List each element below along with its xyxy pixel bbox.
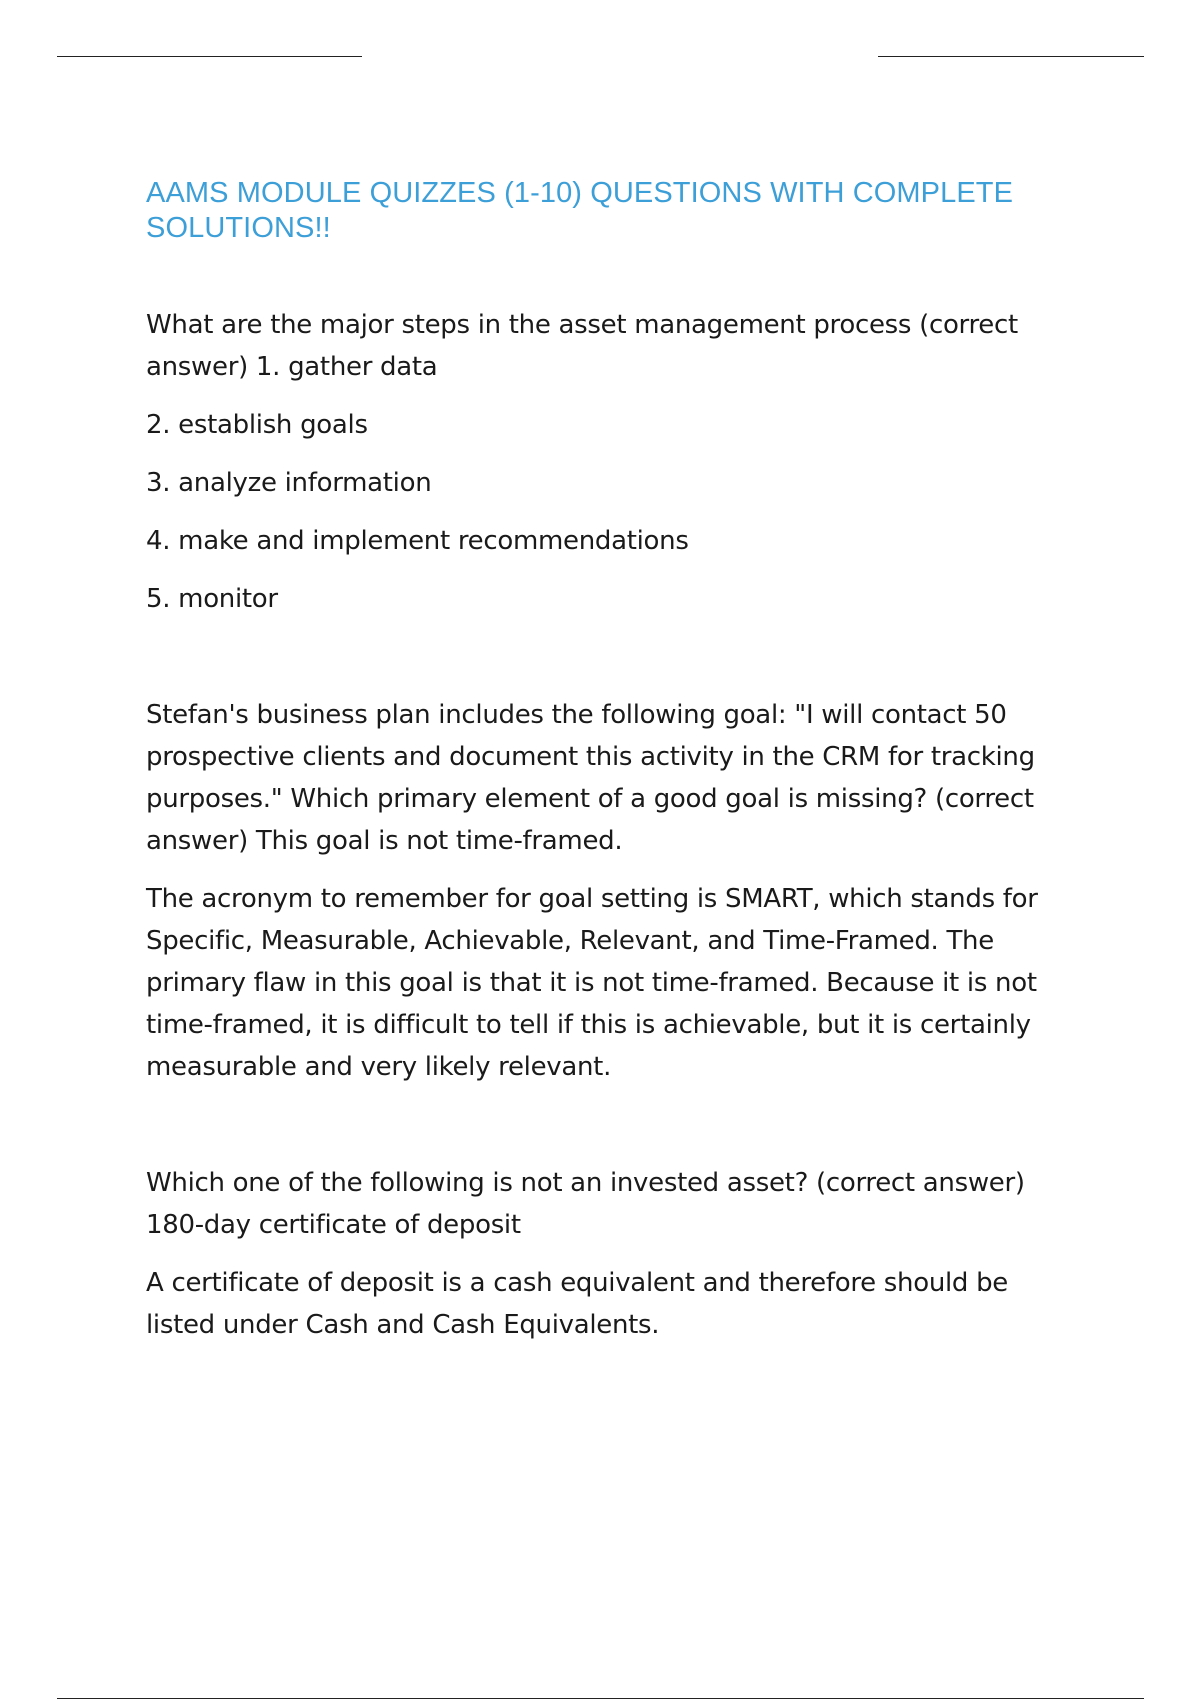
section-spacer: [146, 636, 1066, 694]
footer-rule: [57, 1698, 1144, 1699]
question-block-1: [146, 304, 1066, 620]
question-text: Which one of the following is not an invested asset? (correct answer) 180-day certificate of deposit: [146, 1168, 1025, 1240]
answer-step: 4. make and implement recommendations: [146, 526, 689, 556]
question-block-3: [146, 1162, 1066, 1346]
header-rule-right: [878, 56, 1144, 57]
explanation-text: The acronym to remember for goal setting is SMART, which stands for Specific, Measurable, Achievable, Relevant, and Time-Framed. The primary flaw in this goal is that it is not time-framed. Because it is not time-framed, it is difficult to tell if this is achievable, but it is certainly measurable and very likely relevant.: [146, 884, 1038, 1082]
answer-step: 5. monitor: [146, 584, 278, 614]
answer-step: 2. establish goals: [146, 410, 368, 440]
answer-step: 3. analyze information: [146, 468, 432, 498]
document-body: [146, 176, 1066, 1362]
question-block-2: [146, 694, 1066, 1088]
question-text: What are the major steps in the asset management process (correct answer) 1. gather data: [146, 310, 1018, 382]
document-title: AAMS MODULE QUIZZES (1-10) QUESTIONS WITH COMPLETE SOLUTIONS!!: [146, 177, 1014, 244]
question-text: Stefan's business plan includes the following goal: "I will contact 50 prospective clients and document this activity in the CRM for tracking purposes." Which primary element of a good goal is missing? (correct answer) This goal is not time-framed.: [146, 700, 1035, 856]
explanation-text: A certificate of deposit is a cash equivalent and therefore should be listed under Cash and Cash Equivalents.: [146, 1268, 1009, 1340]
header-rule-left: [57, 56, 362, 57]
section-spacer: [146, 1104, 1066, 1162]
